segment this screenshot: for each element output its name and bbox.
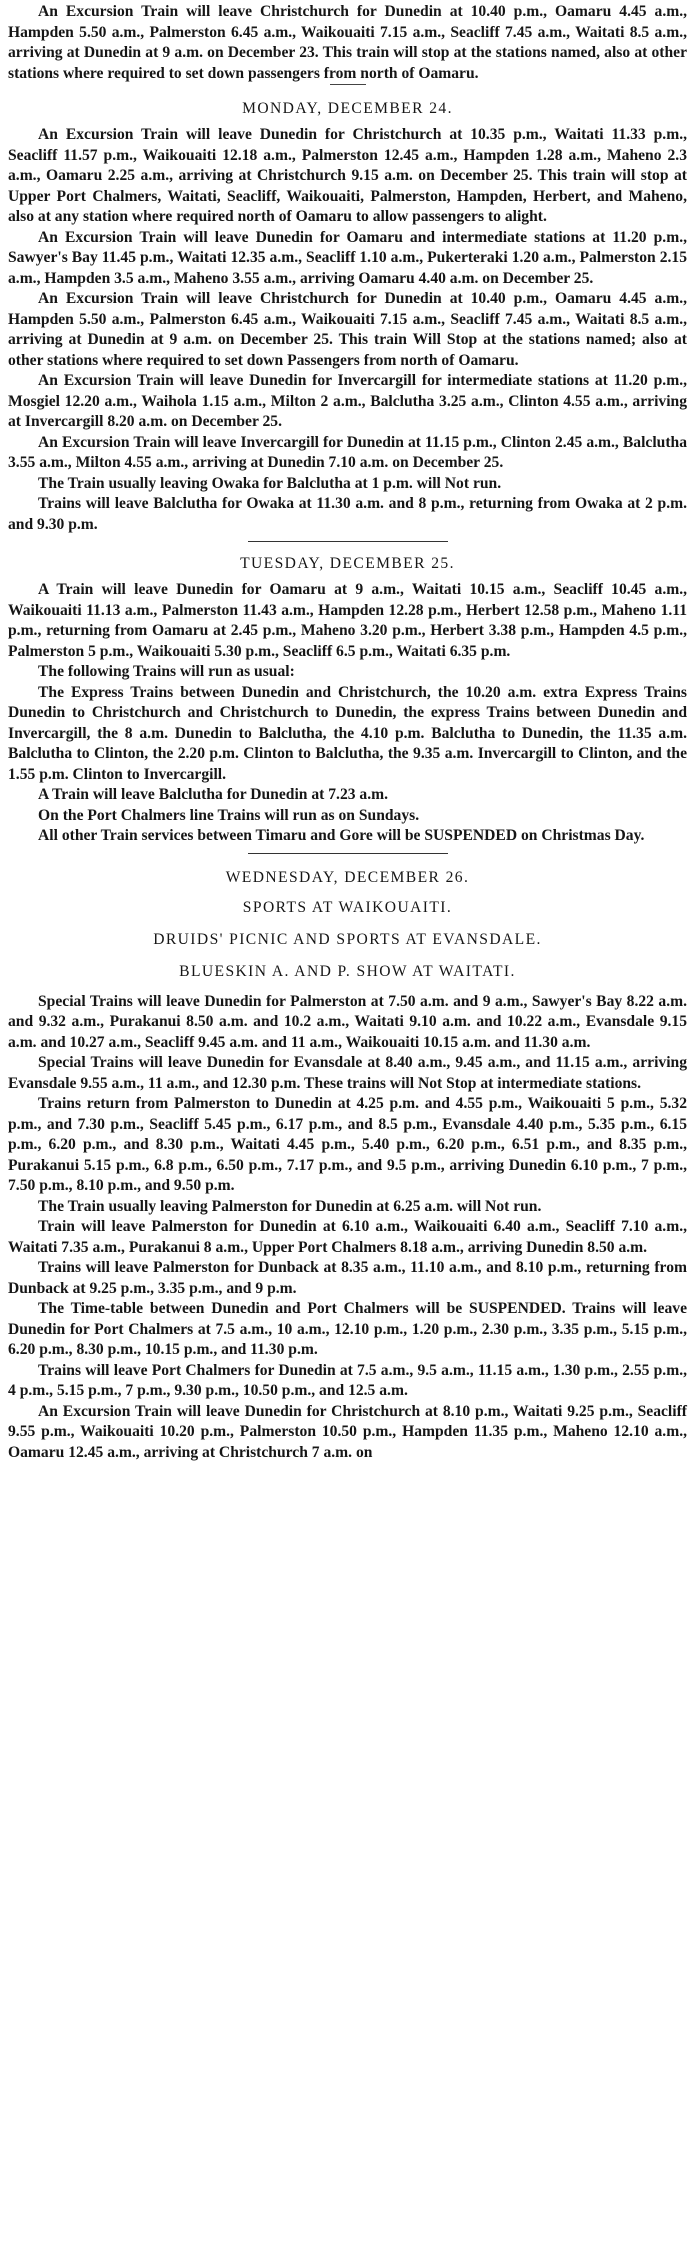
wednesday-paragraph: Special Trains will leave Dunedin for Evansdale at 8.40 a.m., 9.45 a.m., and 11.15 a.m., arriving Evansdale 9.55 a.m., 11 a.m., and 12.30 p.m. These trains will Not Stop at intermediate stations. <box>8 1054 687 1092</box>
section-divider <box>248 541 448 542</box>
tuesday-paragraph: The Express Trains between Dunedin and Christchurch, the 10.20 a.m. extra Express Trains Dunedin to Christchurch and Christchurch to Dunedin, the express Trains between Dunedin and Invercargill, the 8 a.m. Dunedin to Balclutha, the 4.10 p.m. Balclutha to Dunedin, the 11.35 a.m. Balclutha to Clinton, the 2.20 p.m. Clinton to Balclutha, the 9.35 a.m. Invercargill to Clinton, and the 1.55 p.m. Clinton to Invercargill. <box>8 683 687 783</box>
wednesday-paragraph: Trains will leave Palmerston for Dunback at 8.35 a.m., 11.10 a.m., and 8.10 p.m., returning from Dunback at 9.25 p.m., 3.35 p.m., and 9 p.m. <box>8 1259 687 1297</box>
tuesday-paragraph: A Train will leave Dunedin for Oamaru at 9 a.m., Waitati 10.15 a.m., Seacliff 10.45 a.m., Waikouaiti 11.13 a.m., Palmerston 11.43 a.m., Hampden 12.28 p.m., Herbert 12.58 p.m., Maheno 1.11 p.m., returning from Oamaru at 2.45 p.m., Maheno 3.20 p.m., Herbert 3.38 p.m., Hampden 4.5 p.m., Palmerston 5 p.m., Waikouaiti 5.30 p.m., Seacliff 6.5 p.m., Waitati 6.35 p.m. <box>8 581 687 660</box>
event-heading: BLUESKIN A. AND P. SHOW AT WAITATI. <box>179 962 516 980</box>
wednesday-paragraph: Trains will leave Port Chalmers for Dunedin at 7.5 a.m., 9.5 a.m., 11.15 a.m., 1.30 p.m., 2.55 p.m., 4 p.m., 5.15 p.m., 7 p.m., 9.30 p.m., 10.50 p.m., and 12.5 a.m. <box>8 1361 687 1399</box>
monday-paragraph: An Excursion Train will leave Dunedin for Christchurch at 10.35 p.m., Waitati 11.33 p.m., Seacliff 11.57 p.m., Waikouaiti 12.18 a.m., Palmerston 12.45 a.m., Hampden 1.28 a.m., Maheno 2.3 a.m., Oamaru 2.25 a.m., arriving at Christchurch 9.15 a.m. on December 25. This train will stop at Upper Port Chalmers, Waitati, Seacliff, Waikouaiti, Palmerston, Hampden, Herbert, and Maheno, also at any station where required north of Oamaru to allow passengers to alight. <box>8 126 687 225</box>
monday-paragraph: An Excursion Train will leave Christchurch for Dunedin at 10.40 p.m., Oamaru 4.45 a.m., Hampden 5.50 a.m., Palmerston 6.45 a.m., Waikouaiti 7.15 a.m., Seacliff 7.45 a.m., Waitati 8.5 a.m., arriving at Dunedin at 9 a.m. on December 25. This train Will Stop at the stations named; also at other stations where required to set down Passengers from north of Oamaru. <box>8 290 687 369</box>
event-heading: DRUIDS' PICNIC AND SPORTS AT EVANSDALE. <box>153 930 542 948</box>
monday-paragraph: An Excursion Train will leave Dunedin for Invercargill for intermediate stations at 11.20 p.m., Mosgiel 12.20 a.m., Waihola 1.15 a.m., Milton 2 a.m., Balclutha 3.25 a.m., Clinton 4.55 a.m., arriving at Invercargill 8.20 a.m. on December 25. <box>8 372 687 430</box>
monday-paragraph: Trains will leave Balclutha for Owaka at 11.30 a.m. and 8 p.m., returning from Owaka at 2 p.m. and 9.30 p.m. <box>8 495 687 533</box>
wednesday-paragraph: The Time-table between Dunedin and Port Chalmers will be SUSPENDED. Trains will leave Dunedin for Port Chalmers at 7.5 a.m., 10 a.m., 12.10 p.m., 1.20 p.m., 2.30 p.m., 3.35 p.m., 5.15 p.m., 6.20 p.m., 8.30 p.m., 10.15 p.m., and 11.30 p.m. <box>8 1300 687 1358</box>
excursion-notice-christchurch-dunedin: An Excursion Train will leave Christchurch for Dunedin at 10.40 p.m., Oamaru 4.45 a.m., Hampden 5.50 a.m., Palmerston 6.45 a.m., Waikouaiti 7.15 a.m., Seacliff 7.45 a.m., Waitati 8.5 a.m., arriving at Dunedin at 9 a.m. on December 23. This train will stop at the stations named, also at other stations where required to set down passengers from north of Oamaru. <box>8 3 687 82</box>
wednesday-heading: WEDNESDAY, DECEMBER 26. <box>225 868 470 886</box>
wednesday-paragraph: Special Trains will leave Dunedin for Palmerston at 7.50 a.m. and 9 a.m., Sawyer's Bay 8.22 a.m. and 9.32 a.m., Purakanui 8.50 a.m. and 10.2 a.m., Waitati 9.10 a.m. and 10.22 a.m., Evansdale 9.15 a.m. and 10.27 a.m., Seacliff 9.45 a.m. and 11 a.m., Waikouaiti 10.15 a.m. and 11.30 a.m. <box>8 992 687 1051</box>
tuesday-heading: TUESDAY, DECEMBER 25. <box>240 555 455 572</box>
tuesday-paragraph: A Train will leave Balclutha for Dunedin at 7.23 a.m. <box>38 786 389 803</box>
wednesday-paragraph: Trains return from Palmerston to Dunedin at 4.25 p.m. and 4.55 p.m., Waikouaiti 5 p.m., 5.32 p.m., and 7.30 p.m., Seacliff 5.45 p.m., 6.17 p.m., and 8.5 p.m., Evansdale 4.40 p.m., 5.35 p.m., 6.15 p.m., 6.20 p.m., and 8.30 p.m., Waitati 4.45 p.m., 5.40 p.m., 6.20 p.m., 6.51 p.m., and 8.35 p.m., Purakanui 5.15 p.m., 6.8 p.m., 6.50 p.m., 7.17 p.m., and 9.5 p.m., arriving Dunedin 6.10 p.m., 7 p.m., 7.50 p.m., 8.10 p.m., and 9.50 p.m. <box>8 1095 687 1194</box>
monday-heading: MONDAY, DECEMBER 24. <box>242 100 453 117</box>
wednesday-paragraph: An Excursion Train will leave Dunedin for Christchurch at 8.10 p.m., Waitati 9.25 p.m., Seacliff 9.55 p.m., Waikouaiti 10.20 p.m., Palmerston 10.50 p.m., Hampden 11.35 p.m., Maheno 12.10 a.m., Oamaru 12.45 a.m., arriving at Christchurch 7 a.m. on <box>8 1402 687 1461</box>
wednesday-paragraph: Train will leave Palmerston for Dunedin at 6.10 a.m., Waikouaiti 6.40 a.m., Seacliff 7.10 a.m., Waitati 7.35 a.m., Purakanui 8 a.m., Upper Port Chalmers 8.18 a.m., arriving Dunedin 8.50 a.m. <box>8 1218 687 1256</box>
monday-paragraph: The Train usually leaving Owaka for Balclutha at 1 p.m. will Not run. <box>38 474 502 492</box>
tuesday-paragraph: All other Train services between Timaru and Gore will be SUSPENDED on Christmas Day. <box>38 827 645 844</box>
wednesday-paragraph: The Train usually leaving Palmerston for Dunedin at 6.25 a.m. will Not run. <box>38 1197 542 1215</box>
monday-paragraph: An Excursion Train will leave Dunedin for Oamaru and intermediate stations at 11.20 p.m., Sawyer's Bay 11.45 p.m., Waitati 12.35 a.m., Seacliff 1.10 a.m., Pukerteraki 1.20 a.m., Palmerston 2.15 a.m., Hampden 3.5 a.m., Maheno 3.55 a.m., arriving Oamaru 4.40 a.m. on December 25. <box>8 228 687 287</box>
event-heading: SPORTS AT WAIKOUAITI. <box>242 898 453 916</box>
short-divider <box>330 84 366 85</box>
tuesday-paragraph: On the Port Chalmers line Trains will run as on Sundays. <box>38 806 420 824</box>
tuesday-paragraph: The following Trains will run as usual: <box>38 663 295 680</box>
section-divider <box>248 853 448 854</box>
monday-paragraph: An Excursion Train will leave Invercargill for Dunedin at 11.15 p.m., Clinton 2.45 a.m., Balclutha 3.55 a.m., Milton 4.55 a.m., arriving at Dunedin 7.10 a.m. on December 25. <box>8 433 687 471</box>
